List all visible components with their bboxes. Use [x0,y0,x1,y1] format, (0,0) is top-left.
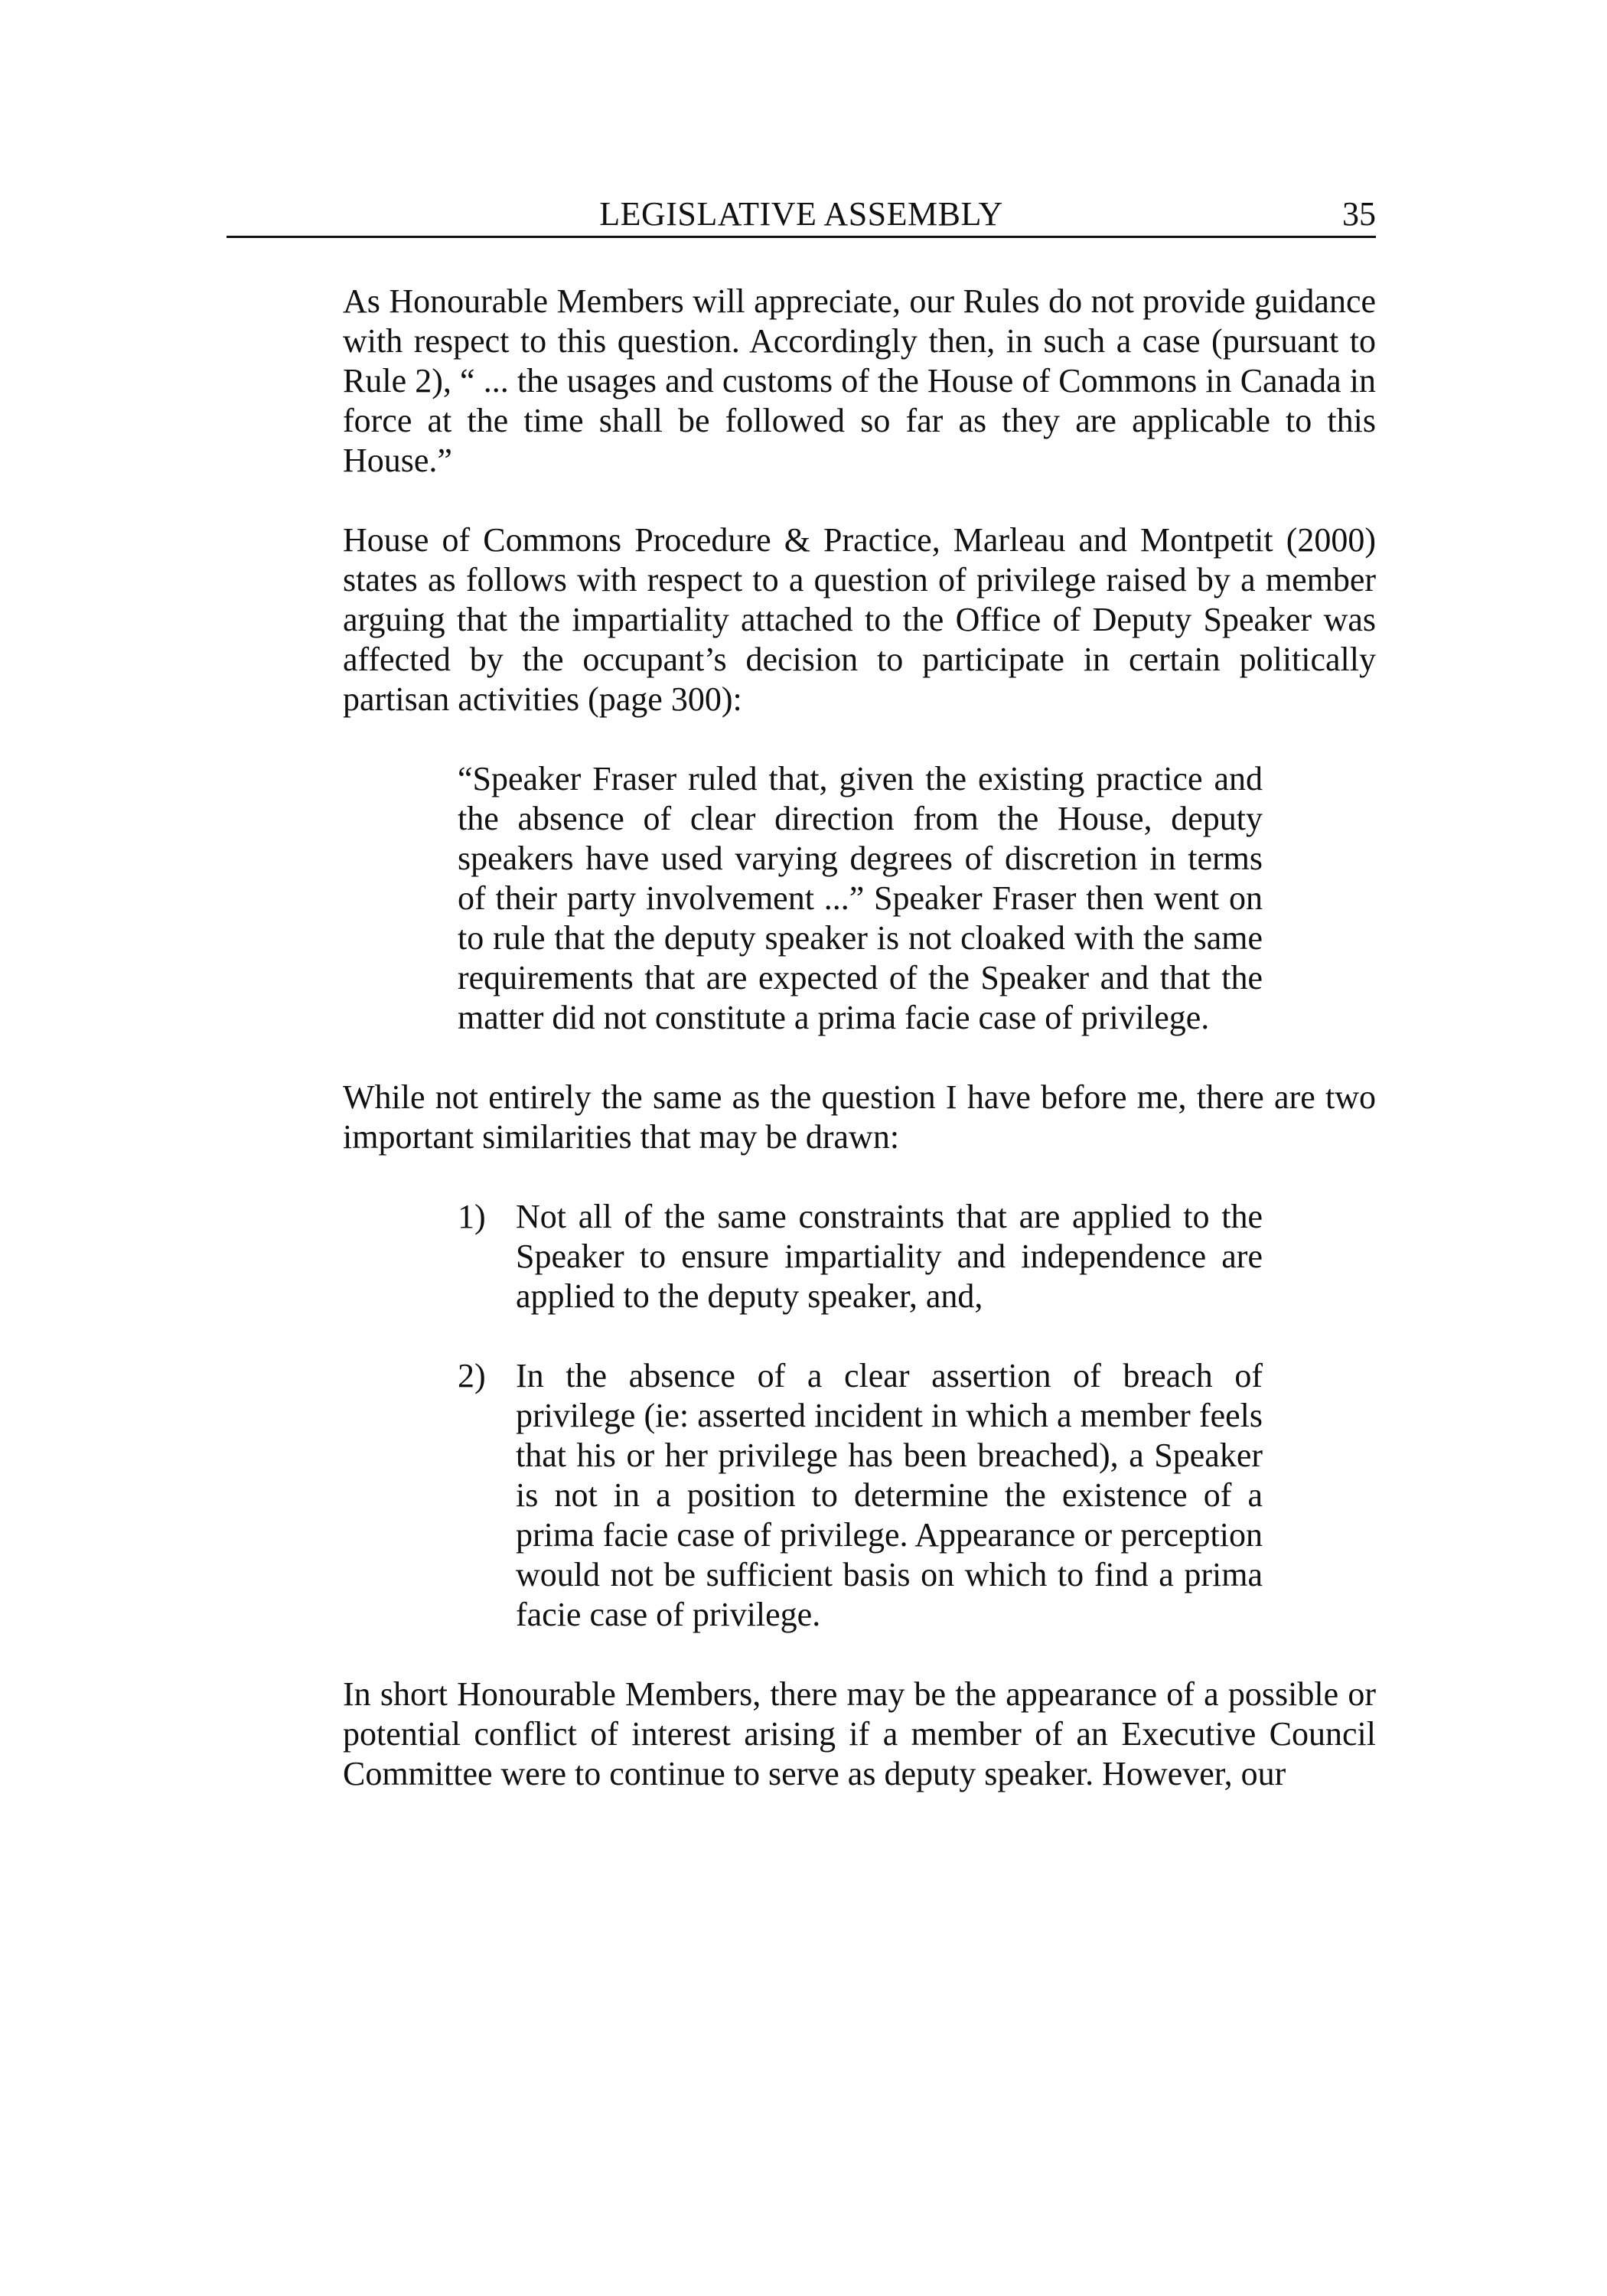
page-number: 35 [1342,195,1376,233]
paragraph-conclusion: In short Honourable Members, there may be the appearance of a possible or potential conflict of interest arising if a member of an Executive Council Committee were to continue to serve as deputy speaker. However, our [343,1675,1376,1792]
body-text [343,282,1376,1834]
running-header [227,191,1376,237]
paragraph-rules-guidance: As Honourable Members will appreciate, our Rules do not provide guidance with respect to this question. Accordingly then, in such a case (pursuant to Rule 2), “ ... the usages and customs of the House of Commons in Canada in force at the time shall be followed so far as they are applicable to this House.” [343,282,1376,479]
paragraph-similarities: While not entirely the same as the question I have before me, there are two important similarities that may be drawn: [343,1078,1376,1156]
header-rule [227,236,1376,238]
list-item-text: In the absence of a clear assertion of breach of privilege (ie: asserted incident in which a member feels that his or her privilege has been breached), a Speaker is not in a position to determine the existence of a prima facie case of privilege. Appearance or perception would not be sufficient basis on which to find a prima facie case of privilege. [516,1357,1263,1633]
list-item-marker: 2) [458,1357,486,1394]
list-item [458,1197,1263,1316]
list-item-marker: 1) [458,1198,486,1235]
paragraph-procedure-practice: House of Commons Procedure & Practice, Marleau and Montpetit (2000) states as follows with respect to a question of privilege raised by a member arguing that the impartiality attached to the Office of Deputy Speaker was affected by the occupant’s decision to participate in certain politically partisan activities (page 300): [343,521,1376,718]
block-quote-speaker-fraser: “Speaker Fraser ruled that, given the existing practice and the absence of clear direction from the House, deputy speakers have used varying degrees of discretion in terms of their party involvement ...” Speaker Fraser then went on to rule that the deputy speaker is not cloaked with the same requirements that are expected of the Speaker and that the matter did not constitute a prima facie case of privilege. [458,760,1263,1036]
list-item [458,1356,1263,1635]
list-item-text: Not all of the same constraints that are applied to the Speaker to ensure impartiality and independence are applied to the deputy speaker, and, [516,1198,1263,1315]
similarities-list [458,1197,1263,1635]
running-header-title: LEGISLATIVE ASSEMBLY [599,195,1003,233]
